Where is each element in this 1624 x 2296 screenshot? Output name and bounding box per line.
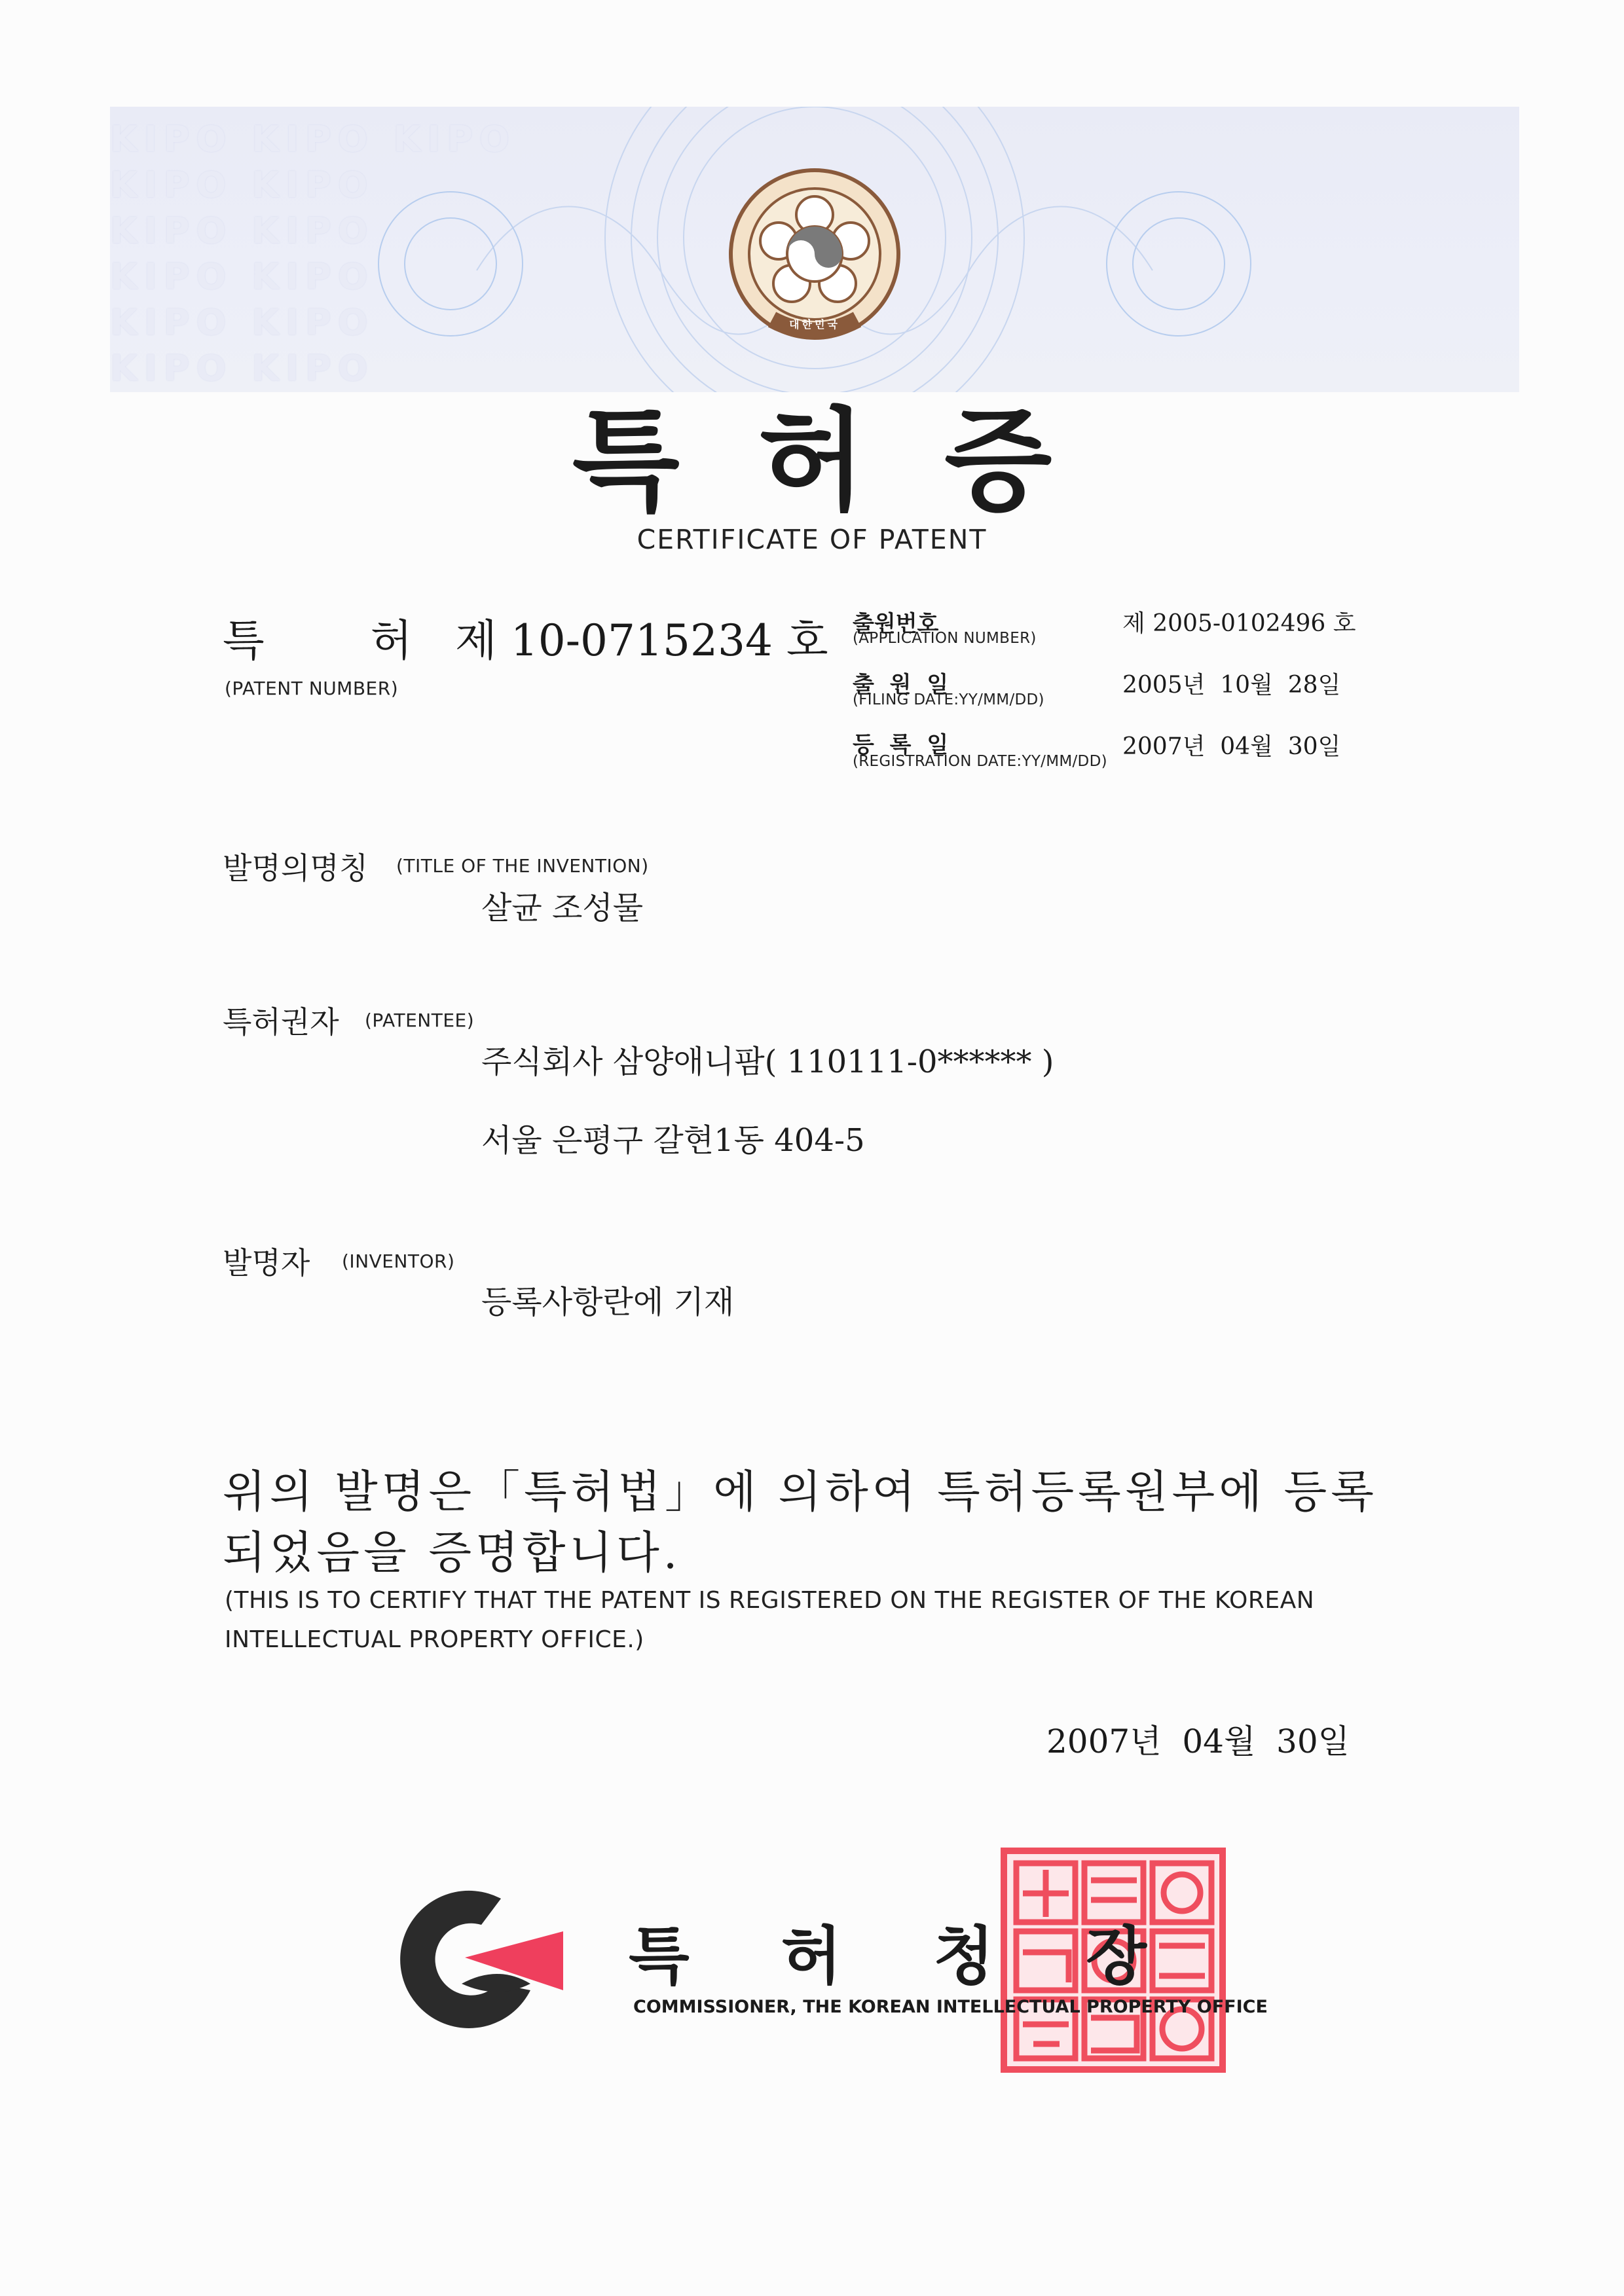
filing-date-label-en: (FILING DATE:YY/MM/DD) xyxy=(853,691,1044,708)
application-label-en: (APPLICATION NUMBER) xyxy=(853,630,1037,647)
inventor-label: 발명자 xyxy=(223,1245,310,1281)
registration-date-label: 등 록 일 xyxy=(853,732,953,758)
application-label: 출원번호 xyxy=(853,611,939,637)
patentee-label: 특허권자 xyxy=(223,1004,339,1040)
security-banner: KIPO KIPO KIPO KIPO KIPO KIPO KIPO KIPO KIPO KIPO KIPO KIPO KIPO 대한민국 xyxy=(110,107,1519,392)
page-title: 특허증 xyxy=(572,397,1131,526)
invention-title-label-en: (TITLE OF THE INVENTION) xyxy=(396,855,649,877)
patent-number-label: (PATENT NUMBER) xyxy=(225,678,399,699)
filing-date-label: 출 원 일 xyxy=(853,672,953,698)
registration-date: 2007년 04월 30일 xyxy=(1122,733,1341,760)
inventor-label-en: (INVENTOR) xyxy=(342,1250,455,1272)
registration-date-label-en: (REGISTRATION DATE:YY/MM/DD) xyxy=(853,753,1107,770)
certification-line-2: 되었음을 증명합니다. xyxy=(223,1527,682,1579)
invention-title-label: 발명의명칭 xyxy=(223,850,369,886)
watermark-row: KIPO KIPO KIPO xyxy=(110,118,516,160)
invention-title: 살균 조성물 xyxy=(481,890,644,926)
certification-date: 2007년 04월 30일 xyxy=(1046,1722,1350,1760)
certification-en-line-2: INTELLECTUAL PROPERTY OFFICE.) xyxy=(225,1626,644,1653)
seal-caption: 대한민국 xyxy=(789,318,840,331)
patent-number: 제 10-0715234 호 xyxy=(455,615,828,666)
application-number: 제 2005-0102496 호 xyxy=(1122,610,1356,637)
office-name: 특허청장 xyxy=(629,1920,1238,1993)
patent-number-prefix: 특 허 xyxy=(223,615,439,666)
office-name-en: COMMISSIONER, THE KOREAN INTELLECTUAL PROPERTY OFFICE xyxy=(633,1997,1268,2017)
certification-line-1: 위의 발명은「특허법」에 의하여 특허등록원부에 등록 xyxy=(223,1467,1378,1518)
kipo-logo-icon xyxy=(399,1886,570,2036)
filing-date: 2005년 10월 28일 xyxy=(1122,672,1341,699)
patentee-label-en: (PATENTEE) xyxy=(365,1010,475,1031)
inventor-value: 등록사항란에 기재 xyxy=(481,1284,735,1321)
certification-en-line-1: (THIS IS TO CERTIFY THAT THE PATENT IS REGISTERED ON THE REGISTER OF THE KOREAN xyxy=(225,1587,1315,1614)
page-subtitle: CERTIFICATE OF PATENT xyxy=(637,524,987,555)
patentee-name: 주식회사 삼양애니팜( 110111-0****** ) xyxy=(481,1044,1054,1080)
patentee-address: 서울 은평구 갈현1동 404-5 xyxy=(481,1122,865,1159)
